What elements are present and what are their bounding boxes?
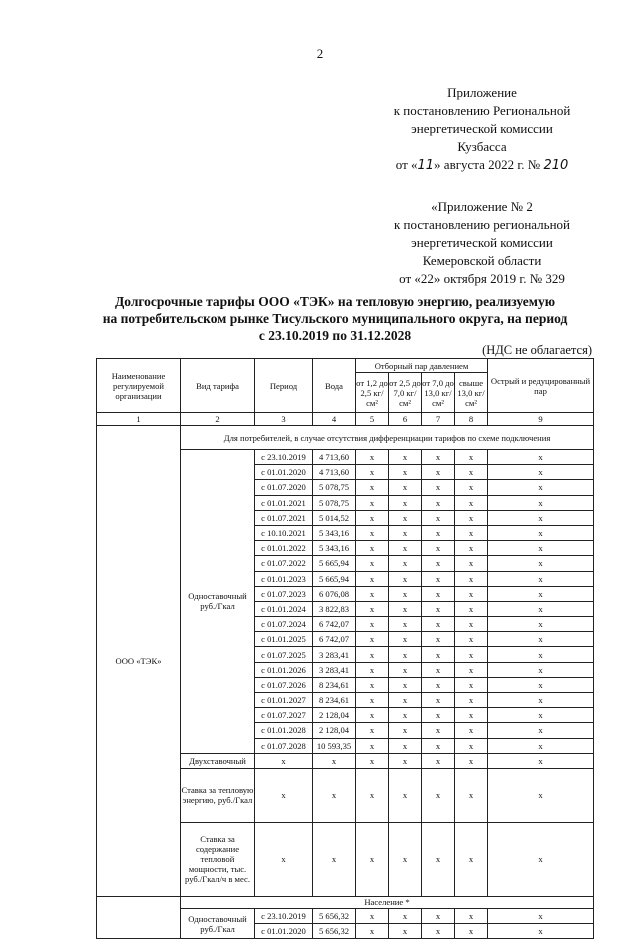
appendix-header	[352, 84, 612, 175]
period-cell: с 01.01.2020	[255, 465, 313, 480]
period-cell: с 01.01.2021	[255, 495, 313, 510]
not-applicable-cell: х	[422, 525, 455, 540]
not-applicable-cell: х	[389, 768, 422, 822]
page-number: 2	[316, 46, 324, 61]
not-applicable-cell: х	[389, 693, 422, 708]
appendix-line: энергетической комиссии	[411, 121, 553, 136]
not-applicable-cell: х	[455, 753, 488, 768]
not-applicable-cell: х	[422, 723, 455, 738]
header-p4: свыше 13,0 кг/см²	[455, 373, 488, 413]
not-applicable-cell: х	[389, 541, 422, 556]
appendix-date	[352, 156, 612, 175]
not-applicable-cell: х	[488, 723, 594, 738]
water-value-cell: 3 822,83	[313, 601, 356, 616]
not-applicable-cell: х	[488, 924, 594, 939]
not-applicable-cell: х	[488, 708, 594, 723]
not-applicable-cell: х	[488, 556, 594, 571]
not-applicable-cell: х	[422, 693, 455, 708]
not-applicable-cell: х	[455, 586, 488, 601]
water-value-cell: 8 234,61	[313, 677, 356, 692]
title-line: с 23.10.2019 по 31.12.2028	[258, 328, 412, 343]
not-applicable-cell: х	[488, 480, 594, 495]
water-value-cell: 5 665,94	[313, 556, 356, 571]
not-applicable-cell: х	[455, 571, 488, 586]
period-cell: с 01.07.2020	[255, 480, 313, 495]
not-applicable-cell: х	[455, 510, 488, 525]
column-number: 3	[255, 413, 313, 426]
water-value-cell: 5 078,75	[313, 495, 356, 510]
one-part-tariff-label: Одноставочный руб./Гкал	[181, 450, 255, 754]
two-part-tariff-label: Двухставочный	[181, 753, 255, 768]
not-applicable-cell: х	[389, 465, 422, 480]
not-applicable-cell: х	[356, 738, 389, 753]
handwritten-number: 210	[543, 158, 569, 173]
not-applicable-cell: х	[422, 708, 455, 723]
not-applicable-cell: х	[422, 924, 455, 939]
not-applicable-cell: х	[356, 632, 389, 647]
appendix2-header	[352, 198, 612, 288]
not-applicable-cell: х	[313, 753, 356, 768]
not-applicable-cell: х	[422, 480, 455, 495]
title-line: на потребительском рынке Тисульского муниципального округа, на период	[102, 311, 568, 326]
appendix-line: Кузбасса	[457, 139, 507, 154]
period-cell: с 01.01.2023	[255, 571, 313, 586]
title-line: Долгосрочные тарифы ООО «ТЭК» на тепловую энергию, реализуемую	[114, 294, 556, 309]
period-cell: с 01.01.2027	[255, 693, 313, 708]
not-applicable-cell: х	[488, 465, 594, 480]
not-applicable-cell: х	[356, 525, 389, 540]
water-value-cell: 6 742,07	[313, 617, 356, 632]
not-applicable-cell: х	[422, 768, 455, 822]
not-applicable-cell: х	[356, 822, 389, 896]
not-applicable-cell: х	[488, 617, 594, 632]
column-number: 4	[313, 413, 356, 426]
not-applicable-cell: х	[356, 647, 389, 662]
not-applicable-cell: х	[356, 450, 389, 465]
water-value-cell: 6 742,07	[313, 632, 356, 647]
not-applicable-cell: х	[389, 647, 422, 662]
column-number: 8	[455, 413, 488, 426]
not-applicable-cell: х	[356, 693, 389, 708]
not-applicable-cell: х	[422, 571, 455, 586]
header-p2: от 2,5 до 7,0 кг/см²	[389, 373, 422, 413]
not-applicable-cell: х	[389, 450, 422, 465]
header-org: Наименование регулируемой организации	[97, 359, 181, 413]
not-applicable-cell: х	[356, 908, 389, 923]
not-applicable-cell: х	[455, 495, 488, 510]
not-applicable-cell: х	[389, 495, 422, 510]
not-applicable-cell: х	[255, 768, 313, 822]
water-value-cell: 2 128,04	[313, 708, 356, 723]
not-applicable-cell: х	[488, 586, 594, 601]
not-applicable-cell: х	[422, 617, 455, 632]
not-applicable-cell: х	[389, 738, 422, 753]
header-steam-group: Отборный пар давлением	[356, 359, 488, 373]
not-applicable-cell: х	[422, 662, 455, 677]
not-applicable-cell: х	[455, 908, 488, 923]
not-applicable-cell: х	[455, 768, 488, 822]
not-applicable-cell: х	[488, 908, 594, 923]
document-title	[70, 293, 600, 344]
period-cell: с 01.07.2022	[255, 556, 313, 571]
period-cell: с 01.07.2023	[255, 586, 313, 601]
column-number: 1	[97, 413, 181, 426]
not-applicable-cell: х	[422, 908, 455, 923]
not-applicable-cell: х	[455, 662, 488, 677]
not-applicable-cell: х	[356, 480, 389, 495]
not-applicable-cell: х	[455, 693, 488, 708]
not-applicable-cell: х	[488, 450, 594, 465]
not-applicable-cell: х	[389, 632, 422, 647]
not-applicable-cell: х	[455, 924, 488, 939]
not-applicable-cell: х	[455, 738, 488, 753]
not-applicable-cell: х	[389, 723, 422, 738]
not-applicable-cell: х	[389, 510, 422, 525]
water-value-cell: 5 343,16	[313, 525, 356, 540]
not-applicable-cell: х	[389, 753, 422, 768]
section-consumers: Для потребителей, в случае отсутствия дифференциации тарифов по схеме подключения	[181, 426, 594, 450]
period-cell: с 01.07.2025	[255, 647, 313, 662]
rate-capacity-label: Ставка за содержание тепловой мощности, тыс. руб./Гкал/ч в мес.	[181, 822, 255, 896]
rate-heat-label: Ставка за тепловую энергию, руб./Гкал	[181, 768, 255, 822]
not-applicable-cell: х	[313, 822, 356, 896]
vat-note: (НДС не облагается)	[482, 343, 592, 357]
tariff-table	[96, 358, 594, 939]
not-applicable-cell: х	[455, 541, 488, 556]
not-applicable-cell: х	[488, 601, 594, 616]
appendix2-line: от «22» октября 2019 г. № 329	[399, 271, 565, 286]
not-applicable-cell: х	[488, 632, 594, 647]
section-population: Население *	[181, 896, 594, 908]
not-applicable-cell: х	[422, 450, 455, 465]
water-value-cell: 4 713,60	[313, 465, 356, 480]
not-applicable-cell: х	[488, 662, 594, 677]
not-applicable-cell: х	[422, 586, 455, 601]
water-value-cell: 5 343,16	[313, 541, 356, 556]
not-applicable-cell: х	[356, 510, 389, 525]
not-applicable-cell: х	[455, 465, 488, 480]
water-value-cell: 6 076,08	[313, 586, 356, 601]
appendix2-line: энергетической комиссии	[411, 235, 553, 250]
not-applicable-cell: х	[389, 822, 422, 896]
not-applicable-cell: х	[422, 632, 455, 647]
not-applicable-cell: х	[356, 723, 389, 738]
water-value-cell: 5 656,32	[313, 908, 356, 923]
not-applicable-cell: х	[356, 617, 389, 632]
not-applicable-cell: х	[455, 480, 488, 495]
water-value-cell: 5 656,32	[313, 924, 356, 939]
header-water: Вода	[313, 359, 356, 413]
not-applicable-cell: х	[356, 924, 389, 939]
not-applicable-cell: х	[422, 465, 455, 480]
handwritten-day: 11	[417, 158, 435, 173]
appendix-line: Приложение	[447, 85, 517, 100]
not-applicable-cell: х	[455, 556, 488, 571]
column-number: 7	[422, 413, 455, 426]
not-applicable-cell: х	[356, 768, 389, 822]
not-applicable-cell: х	[488, 525, 594, 540]
not-applicable-cell: х	[356, 708, 389, 723]
not-applicable-cell: х	[389, 480, 422, 495]
not-applicable-cell: х	[455, 677, 488, 692]
period-cell: с 01.01.2022	[255, 541, 313, 556]
not-applicable-cell: х	[488, 571, 594, 586]
column-number: 9	[488, 413, 594, 426]
header-p3: от 7,0 до 13,0 кг/см²	[422, 373, 455, 413]
not-applicable-cell: х	[422, 495, 455, 510]
org-name-cell: ООО «ТЭК»	[97, 426, 181, 897]
water-value-cell: 2 128,04	[313, 723, 356, 738]
period-cell: с 23.10.2019	[255, 450, 313, 465]
appendix2-line: Кемеровской области	[422, 253, 542, 268]
not-applicable-cell: х	[488, 495, 594, 510]
not-applicable-cell: х	[455, 647, 488, 662]
not-applicable-cell: х	[356, 677, 389, 692]
water-value-cell: 5 078,75	[313, 480, 356, 495]
not-applicable-cell: х	[455, 525, 488, 540]
period-cell: с 01.07.2026	[255, 677, 313, 692]
not-applicable-cell: х	[488, 677, 594, 692]
not-applicable-cell: х	[389, 908, 422, 923]
not-applicable-cell: х	[488, 510, 594, 525]
column-number: 6	[389, 413, 422, 426]
not-applicable-cell: х	[389, 617, 422, 632]
water-value-cell: 3 283,41	[313, 662, 356, 677]
not-applicable-cell: х	[422, 738, 455, 753]
period-cell: с 01.01.2028	[255, 723, 313, 738]
not-applicable-cell: х	[488, 768, 594, 822]
not-applicable-cell: х	[356, 556, 389, 571]
period-cell: с 01.07.2027	[255, 708, 313, 723]
not-applicable-cell: х	[455, 450, 488, 465]
not-applicable-cell: х	[255, 822, 313, 896]
period-cell: с 10.10.2021	[255, 525, 313, 540]
not-applicable-cell: х	[422, 677, 455, 692]
not-applicable-cell: х	[356, 601, 389, 616]
not-applicable-cell: х	[389, 601, 422, 616]
not-applicable-cell: х	[313, 768, 356, 822]
not-applicable-cell: х	[389, 924, 422, 939]
header-tariff-type: Вид тарифа	[181, 359, 255, 413]
not-applicable-cell: х	[389, 677, 422, 692]
date-prefix: от «	[395, 157, 418, 172]
not-applicable-cell: х	[455, 632, 488, 647]
not-applicable-cell: х	[356, 495, 389, 510]
not-applicable-cell: х	[389, 556, 422, 571]
not-applicable-cell: х	[389, 571, 422, 586]
not-applicable-cell: х	[455, 617, 488, 632]
date-mid: » августа 2022 г. №	[434, 157, 541, 172]
period-cell: с 01.01.2026	[255, 662, 313, 677]
appendix-line: к постановлению Региональной	[393, 103, 571, 118]
period-cell: с 01.01.2025	[255, 632, 313, 647]
not-applicable-cell: х	[455, 822, 488, 896]
not-applicable-cell: х	[422, 822, 455, 896]
not-applicable-cell: х	[422, 601, 455, 616]
not-applicable-cell: х	[422, 556, 455, 571]
not-applicable-cell: х	[422, 753, 455, 768]
period-cell: с 23.10.2019	[255, 908, 313, 923]
water-value-cell: 8 234,61	[313, 693, 356, 708]
water-value-cell: 5 014,52	[313, 510, 356, 525]
period-cell: с 01.07.2028	[255, 738, 313, 753]
not-applicable-cell: х	[488, 738, 594, 753]
not-applicable-cell: х	[455, 708, 488, 723]
not-applicable-cell: х	[422, 541, 455, 556]
not-applicable-cell: х	[356, 586, 389, 601]
not-applicable-cell: х	[455, 723, 488, 738]
header-p1: от 1,2 до 2,5 кг/см²	[356, 373, 389, 413]
not-applicable-cell: х	[356, 662, 389, 677]
column-number: 5	[356, 413, 389, 426]
not-applicable-cell: х	[389, 662, 422, 677]
not-applicable-cell: х	[389, 525, 422, 540]
appendix2-line: «Приложение № 2	[431, 199, 533, 214]
water-value-cell: 10 593,35	[313, 738, 356, 753]
not-applicable-cell: х	[422, 510, 455, 525]
org-name-cell-continued	[97, 896, 181, 938]
not-applicable-cell: х	[488, 693, 594, 708]
not-applicable-cell: х	[389, 708, 422, 723]
water-value-cell: 3 283,41	[313, 647, 356, 662]
not-applicable-cell: х	[488, 822, 594, 896]
not-applicable-cell: х	[356, 571, 389, 586]
column-number: 2	[181, 413, 255, 426]
not-applicable-cell: х	[356, 465, 389, 480]
not-applicable-cell: х	[389, 586, 422, 601]
header-period: Период	[255, 359, 313, 413]
period-cell: с 01.01.2024	[255, 601, 313, 616]
not-applicable-cell: х	[356, 541, 389, 556]
header-sharp-steam: Острый и редуцированный пар	[488, 359, 594, 413]
appendix2-line: к постановлению региональной	[393, 217, 570, 232]
not-applicable-cell: х	[488, 541, 594, 556]
not-applicable-cell: х	[422, 647, 455, 662]
population-one-part-label: Одноставочный руб./Гкал	[181, 908, 255, 938]
not-applicable-cell: х	[488, 753, 594, 768]
not-applicable-cell: х	[255, 753, 313, 768]
not-applicable-cell: х	[488, 647, 594, 662]
period-cell: с 01.07.2024	[255, 617, 313, 632]
period-cell: с 01.07.2021	[255, 510, 313, 525]
not-applicable-cell: х	[455, 601, 488, 616]
period-cell: с 01.01.2020	[255, 924, 313, 939]
water-value-cell: 4 713,60	[313, 450, 356, 465]
water-value-cell: 5 665,94	[313, 571, 356, 586]
not-applicable-cell: х	[356, 753, 389, 768]
